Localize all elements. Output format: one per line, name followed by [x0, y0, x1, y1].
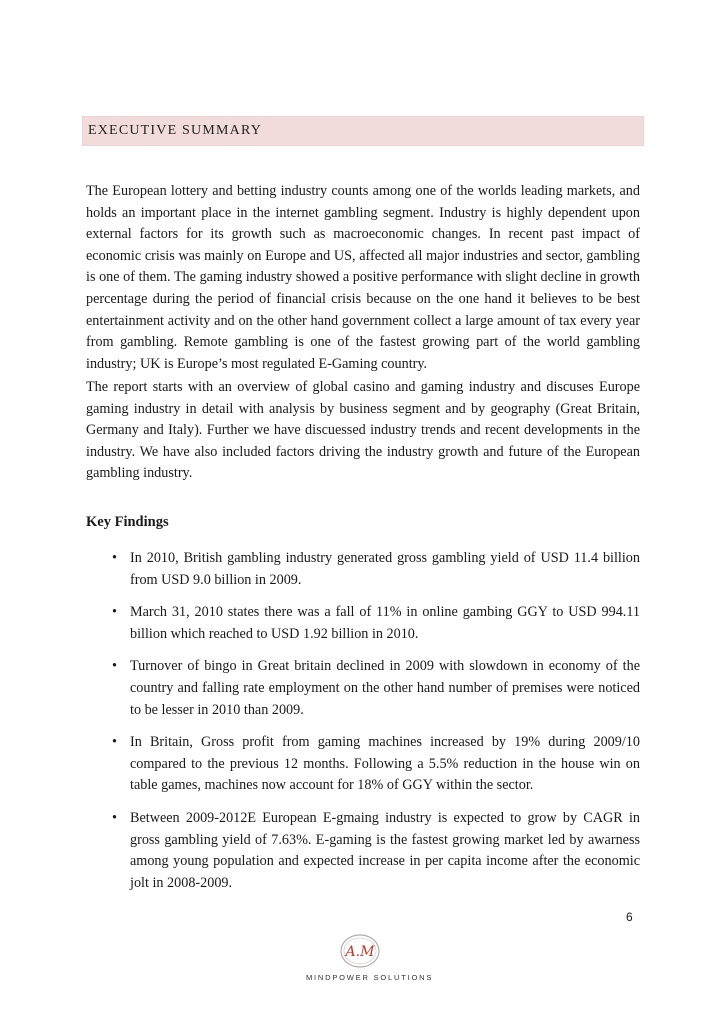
finding-text: March 31, 2010 states there was a fall of 11% in online gambing GGY to USD 994.11 billion which reached to USD 1.92 billion in 2010.	[130, 604, 640, 642]
finding-text: Between 2009-2012E European E-gmaing industry is expected to grow by CAGR in gross gambling yield of 7.63%. E-gaming is the fastest growing market led by awarness among young population and expected increase in per capita income after the economic jolt in 2008-2009.	[130, 809, 640, 891]
bullet-icon: •	[112, 604, 117, 621]
company-logo-icon	[335, 932, 385, 970]
summary-paragraph-2: The report starts with an overview of global casino and gaming industry and discuses Europe gaming industry in detail with analysis by business segment and by geography (Great Britain, Germany and Italy). Further we have discuessed industry trends and recent developments in the industry. We have also included factors driving the industry growth and future of the European gambling industry.	[86, 379, 640, 482]
key-findings-heading: Key Findings	[86, 514, 169, 530]
list-item	[112, 656, 640, 721]
finding-text: In 2010, British gambling industry generated gross gambling yield of USD 11.4 billion from USD 9.0 billion in 2009.	[130, 550, 640, 588]
bullet-icon: •	[112, 809, 117, 826]
bullet-icon: •	[112, 734, 117, 751]
bullet-icon: •	[112, 658, 117, 675]
bullet-icon: •	[112, 550, 117, 566]
section-header-bar	[82, 116, 644, 146]
list-item	[112, 732, 640, 797]
summary-paragraph-1: The European lottery and betting industry counts among one of the worlds leading markets, and holds an important place in the internet gambling segment. Industry is highly dependent upon external factors for its growth such as macroeconomic changes. In recent past impact of economic crisis was mainly on Europe and US, affected all major industries and sector, gambling is one of them. The gaming industry showed a positive performance with slight decline in growth percentage during the period of financial crisis because on the one hand it believes to be best entertainment activity and on the other hand government collect a large amount of tax every year from gambling. Remote gambling is one of the fastest growing part of the world gambling industry; UK is Europe’s most regulated E-Gaming country.	[86, 183, 640, 372]
list-item	[112, 548, 640, 591]
logo-monogram: A.M	[345, 944, 375, 960]
summary-paragraph-1-block	[86, 181, 640, 375]
list-item	[112, 602, 640, 645]
section-title: EXECUTIVE SUMMARY	[88, 123, 263, 138]
key-findings-list	[112, 548, 640, 894]
list-item	[112, 808, 640, 894]
brand-name: MINDPOWER SOLUTIONS	[306, 973, 434, 982]
page-number: 6	[626, 910, 633, 924]
finding-text: Turnover of bingo in Great britain declined in 2009 with slowdown in economy of the country and falling rate employment on the other hand number of premises were noticed to be lesser in 2010 than 2009.	[130, 658, 640, 718]
summary-paragraph-2-block	[86, 377, 640, 485]
finding-text: In Britain, Gross profit from gaming machines increased by 19% during 2009/10 compared to the previous 12 months. Following a 5.5% reduction in the house win on table games, machines now account for 18% of GGY within the sector.	[130, 734, 640, 794]
